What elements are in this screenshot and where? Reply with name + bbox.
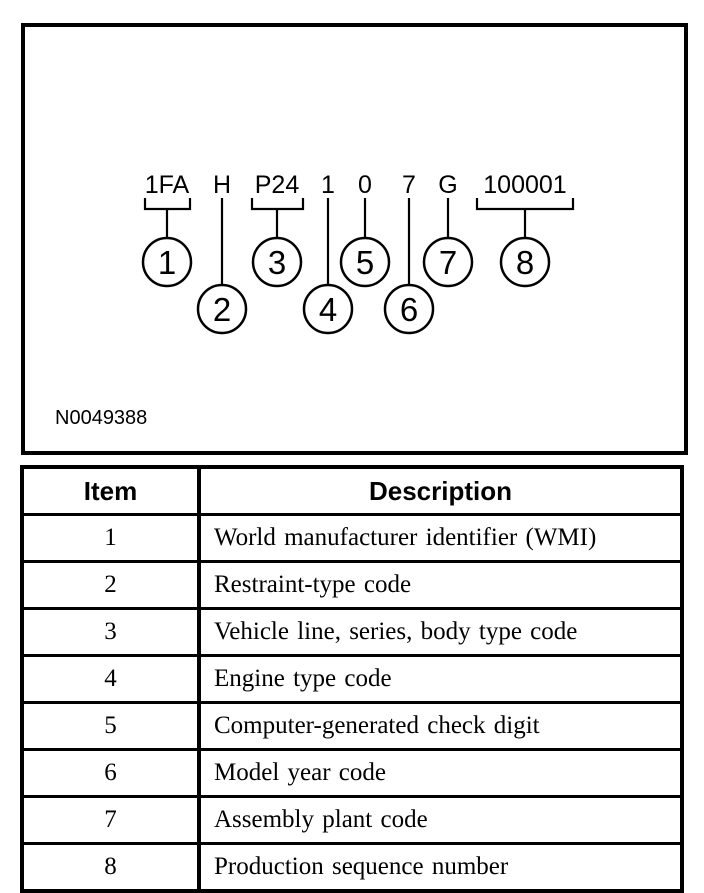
table-row xyxy=(22,797,682,844)
description-cell: Production sequence number xyxy=(199,844,682,892)
item-callout-number: 8 xyxy=(515,244,535,281)
vin-segment-5 xyxy=(341,171,389,286)
item-callout-number: 1 xyxy=(157,244,177,281)
bracket-connector xyxy=(252,198,303,238)
vin-segment-8 xyxy=(477,171,573,286)
table-row xyxy=(22,515,682,562)
item-number-cell: 8 xyxy=(22,844,199,892)
vin-characters: 1FA xyxy=(144,171,190,199)
description-cell: Engine type code xyxy=(199,656,682,703)
item-number-cell: 3 xyxy=(22,609,199,656)
item-callout-number: 3 xyxy=(267,244,287,281)
item-callout-number: 5 xyxy=(355,244,375,281)
vin-segment-1 xyxy=(143,171,191,286)
vin-legend-table xyxy=(20,465,684,893)
item-number-cell: 5 xyxy=(22,703,199,750)
description-cell: Assembly plant code xyxy=(199,797,682,844)
vin-segment-3 xyxy=(252,171,303,286)
description-cell: World manufacturer identifier (WMI) xyxy=(199,515,682,562)
vin-segment-7 xyxy=(424,171,472,286)
table-body xyxy=(22,515,682,892)
description-column-header: Description xyxy=(199,467,682,515)
table-row xyxy=(22,750,682,797)
item-number-cell: 1 xyxy=(22,515,199,562)
bracket-connector xyxy=(477,198,573,238)
vin-characters: 100001 xyxy=(483,171,567,199)
table-row xyxy=(22,844,682,892)
vin-characters: 1 xyxy=(321,171,335,199)
table-row xyxy=(22,562,682,609)
vin-characters: G xyxy=(438,171,458,199)
item-callout-number: 7 xyxy=(438,244,458,281)
description-cell: Vehicle line, series, body type code xyxy=(199,609,682,656)
table-row xyxy=(22,609,682,656)
table-header-row xyxy=(22,467,682,515)
description-cell: Model year code xyxy=(199,750,682,797)
item-number-cell: 2 xyxy=(22,562,199,609)
table-row xyxy=(22,656,682,703)
table-row xyxy=(22,703,682,750)
item-number-cell: 6 xyxy=(22,750,199,797)
item-column-header: Item xyxy=(22,467,199,515)
vin-characters: P24 xyxy=(254,171,300,199)
description-cell: Restraint-type code xyxy=(199,562,682,609)
vin-characters: H xyxy=(212,171,232,199)
bracket-connector xyxy=(145,198,190,238)
item-number-cell: 4 xyxy=(22,656,199,703)
figure-number-label: N0049388 xyxy=(55,407,148,429)
vin-characters: 0 xyxy=(358,171,372,199)
vin-segment-2 xyxy=(198,171,246,333)
vin-diagram xyxy=(25,27,684,451)
vin-diagram-panel xyxy=(21,23,688,455)
item-callout-number: 2 xyxy=(212,291,232,328)
item-number-cell: 7 xyxy=(22,797,199,844)
vin-characters: 7 xyxy=(402,171,416,199)
item-callout-number: 4 xyxy=(318,291,338,328)
item-callout-number: 6 xyxy=(399,291,419,328)
vin-segments-layer xyxy=(143,171,573,333)
description-cell: Computer-generated check digit xyxy=(199,703,682,750)
